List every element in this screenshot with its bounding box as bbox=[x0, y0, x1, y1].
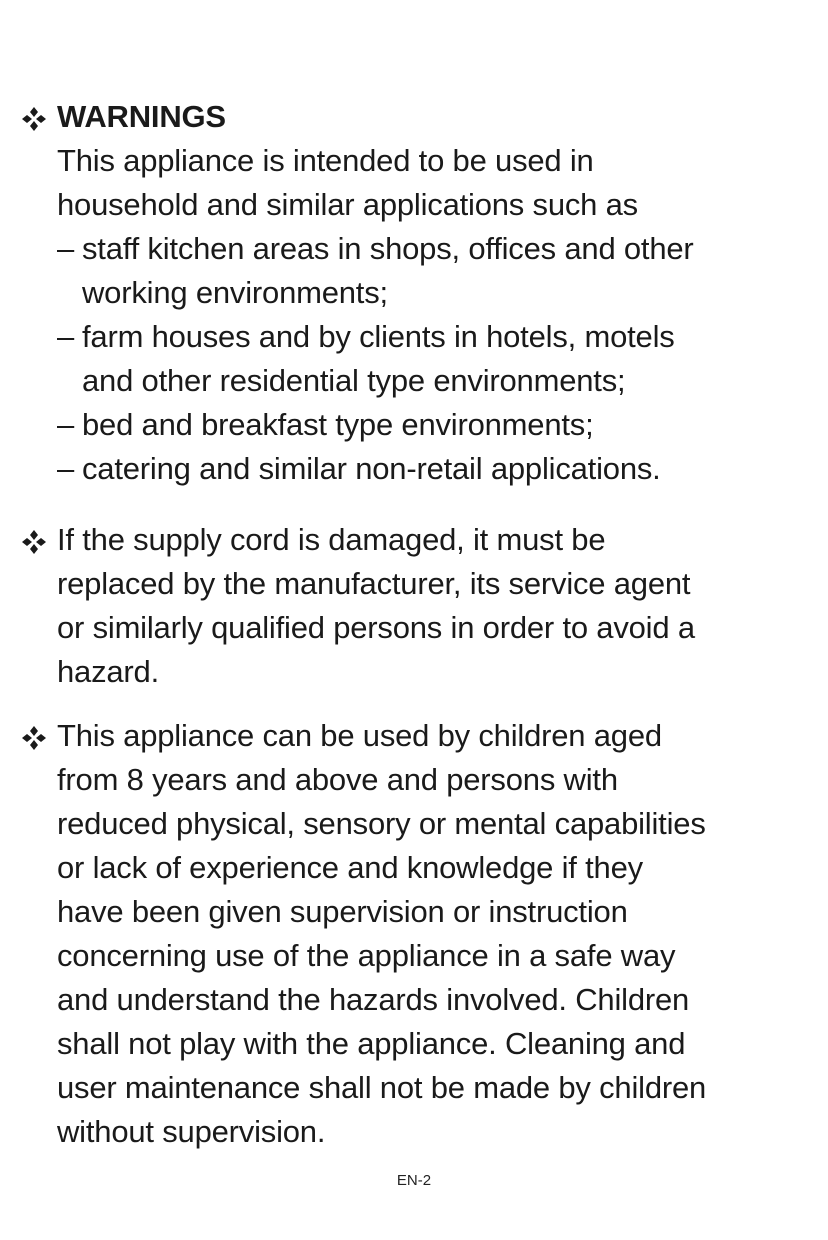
paragraph-line: from 8 years and above and persons with bbox=[57, 762, 618, 797]
dash-marker: – bbox=[57, 319, 75, 354]
paragraph-line: replaced by the manufacturer, its service agent bbox=[57, 566, 691, 601]
list-item-line: and other residential type environments; bbox=[82, 363, 626, 398]
list-item-line: working environments; bbox=[82, 275, 388, 310]
list-item bbox=[57, 227, 810, 315]
list-item-line: catering and similar non-retail applications. bbox=[82, 451, 661, 486]
paragraph-line: If the supply cord is damaged, it must be bbox=[57, 522, 606, 557]
intro-line: household and similar applications such as bbox=[57, 187, 638, 222]
paragraph-line: hazard. bbox=[57, 654, 159, 689]
diamond-bullet-icon bbox=[20, 105, 50, 135]
intro-line: This appliance is intended to be used in bbox=[57, 143, 594, 178]
warnings-heading: WARNINGS bbox=[57, 99, 226, 134]
paragraph-line: without supervision. bbox=[57, 1114, 326, 1149]
list-item bbox=[57, 447, 810, 491]
list-item-line: bed and breakfast type environments; bbox=[82, 407, 594, 442]
paragraph-line: shall not play with the appliance. Cleaning and bbox=[57, 1026, 686, 1061]
dash-marker: – bbox=[57, 231, 75, 266]
paragraph-line: or lack of experience and knowledge if they bbox=[57, 850, 643, 885]
paragraph-line: and understand the hazards involved. Children bbox=[57, 982, 690, 1017]
page-number: EN-2 bbox=[396, 1172, 432, 1189]
dash-marker: – bbox=[57, 407, 75, 442]
supply-cord-section bbox=[20, 518, 810, 694]
paragraph-line: or similarly qualified persons in order to avoid a bbox=[57, 610, 695, 645]
list-item bbox=[57, 403, 810, 447]
paragraph-line: This appliance can be used by children aged bbox=[57, 718, 662, 753]
paragraph-line: have been given supervision or instruction bbox=[57, 894, 628, 929]
warnings-section bbox=[20, 95, 810, 491]
paragraph-line: concerning use of the appliance in a safe way bbox=[57, 938, 676, 973]
paragraph-line: reduced physical, sensory or mental capabilities bbox=[57, 806, 706, 841]
diamond-bullet-icon bbox=[20, 528, 50, 558]
paragraph-line: user maintenance shall not be made by children bbox=[57, 1070, 707, 1105]
diamond-bullet-icon bbox=[20, 724, 50, 754]
list-item bbox=[57, 315, 810, 403]
dash-marker: – bbox=[57, 451, 75, 486]
list-item-line: farm houses and by clients in hotels, motels bbox=[82, 319, 675, 354]
children-section bbox=[20, 714, 810, 1154]
list-item-line: staff kitchen areas in shops, offices and other bbox=[82, 231, 694, 266]
